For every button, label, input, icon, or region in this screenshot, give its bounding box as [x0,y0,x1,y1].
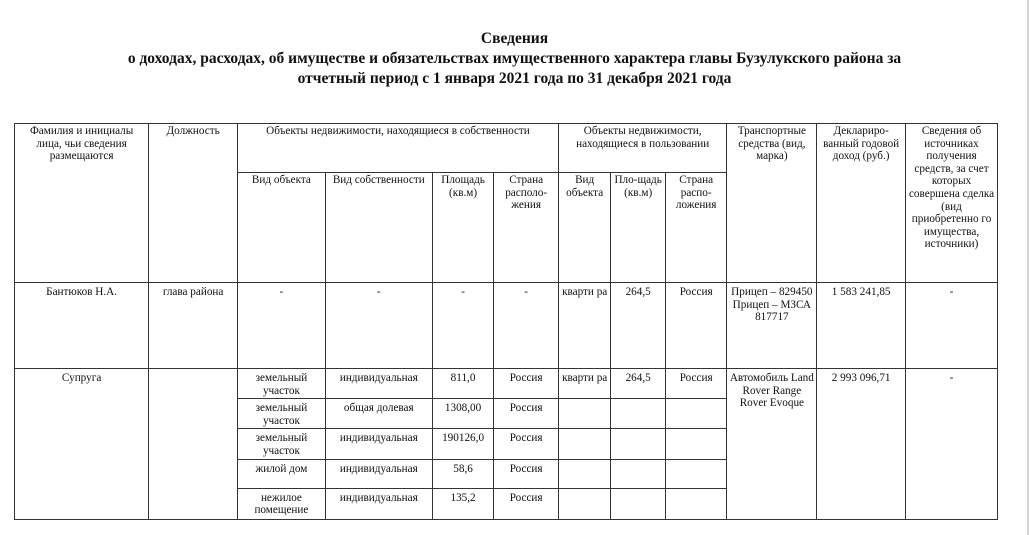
sources: - [906,369,998,520]
header-used-area: Пло-щадь (кв.м) [611,173,665,283]
owned-type: нежилое помещение [238,488,326,519]
person-name: Бантюков Н.А. [15,283,149,369]
person-position [149,369,238,520]
income: 2 993 096,71 [817,369,906,520]
owned-area: 135,2 [432,488,494,519]
owned-area: - [432,283,494,369]
used-country-empty [665,399,727,429]
owned-country: Россия [494,369,559,399]
header-used-type: Вид объекта [558,173,610,283]
doc-title: Сведения [480,30,549,47]
used-country-empty [665,459,727,488]
header-owned-ownership: Вид собственности [325,173,432,283]
used-type-empty [558,459,610,488]
used-area: 264,5 [611,369,665,399]
owned-type: земельный участок [238,429,326,459]
used-country-empty [665,488,727,519]
transport: Прицеп – 829450 Прицеп – МЗСА 817717 [727,283,817,369]
income: 1 583 241,85 [817,283,906,369]
table-row [15,283,998,369]
owned-area: 1308,00 [432,399,494,429]
header-income: Деклариро-ванный годовой доход (руб.) [817,124,906,283]
owned-type: - [238,283,326,369]
owned-ownership: индивидуальная [325,369,432,399]
owned-type: земельный участок [238,369,326,399]
header-used-country: Страна распо-ложения [665,173,727,283]
doc-subtitle-line2: отчетный период с 1 января 2021 года по 31 декабря 2021 года [297,70,732,87]
owned-country: Россия [494,459,559,488]
header-owned-type: Вид объекта [238,173,326,283]
header-used-group: Объекты недвижимости, находящиеся в пользовании [558,124,727,173]
person-position: глава района [149,283,238,369]
owned-ownership: - [325,283,432,369]
header-owned-area: Площадь (кв.м) [432,173,494,283]
used-type-empty [558,429,610,459]
table-row [15,369,998,399]
header-position: Должность [149,124,238,283]
header-sources: Сведения об источниках получения средств, за счет которых совершена сделка (вид приобретенно го имущества, источники) [906,124,998,283]
header-transport: Транспортные средства (вид, марка) [727,124,817,283]
owned-country: Россия [494,488,559,519]
sources: - [906,283,998,369]
used-area-empty [611,488,665,519]
owned-area: 811,0 [432,369,494,399]
used-area-empty [611,429,665,459]
owned-area: 190126,0 [432,429,494,459]
header-row-1 [15,124,998,173]
owned-ownership: индивидуальная [325,459,432,488]
used-area-empty [611,399,665,429]
header-name: Фамилия и инициалы лица, чьи сведения размещаются [15,124,149,283]
used-type: кварти ра [558,283,610,369]
header-owned-group: Объекты недвижимости, находящиеся в собственности [238,124,559,173]
used-country-empty [665,429,727,459]
header-owned-country: Страна располо-жения [494,173,559,283]
used-type-empty [558,488,610,519]
used-type-empty [558,399,610,429]
person-name: Супруга [15,369,149,520]
owned-ownership: индивидуальная [325,429,432,459]
owned-type: жилой дом [238,459,326,488]
used-type: кварти ра [558,369,610,399]
owned-country: Россия [494,429,559,459]
owned-ownership: индивидуальная [325,488,432,519]
transport: Автомобиль Land Rover Range Rover Evoque [727,369,817,520]
used-area-empty [611,459,665,488]
declaration-table [14,123,998,520]
used-area: 264,5 [611,283,665,369]
owned-area: 58,6 [432,459,494,488]
owned-country: Россия [494,399,559,429]
owned-ownership: общая долевая [325,399,432,429]
owned-type: земельный участок [238,399,326,429]
used-country: Россия [665,283,727,369]
used-country: Россия [665,369,727,399]
doc-subtitle-line1: о доходах, расходах, об имуществе и обязательствах имущественного характера главы Бузулукского района за [127,50,902,67]
owned-country: - [494,283,559,369]
